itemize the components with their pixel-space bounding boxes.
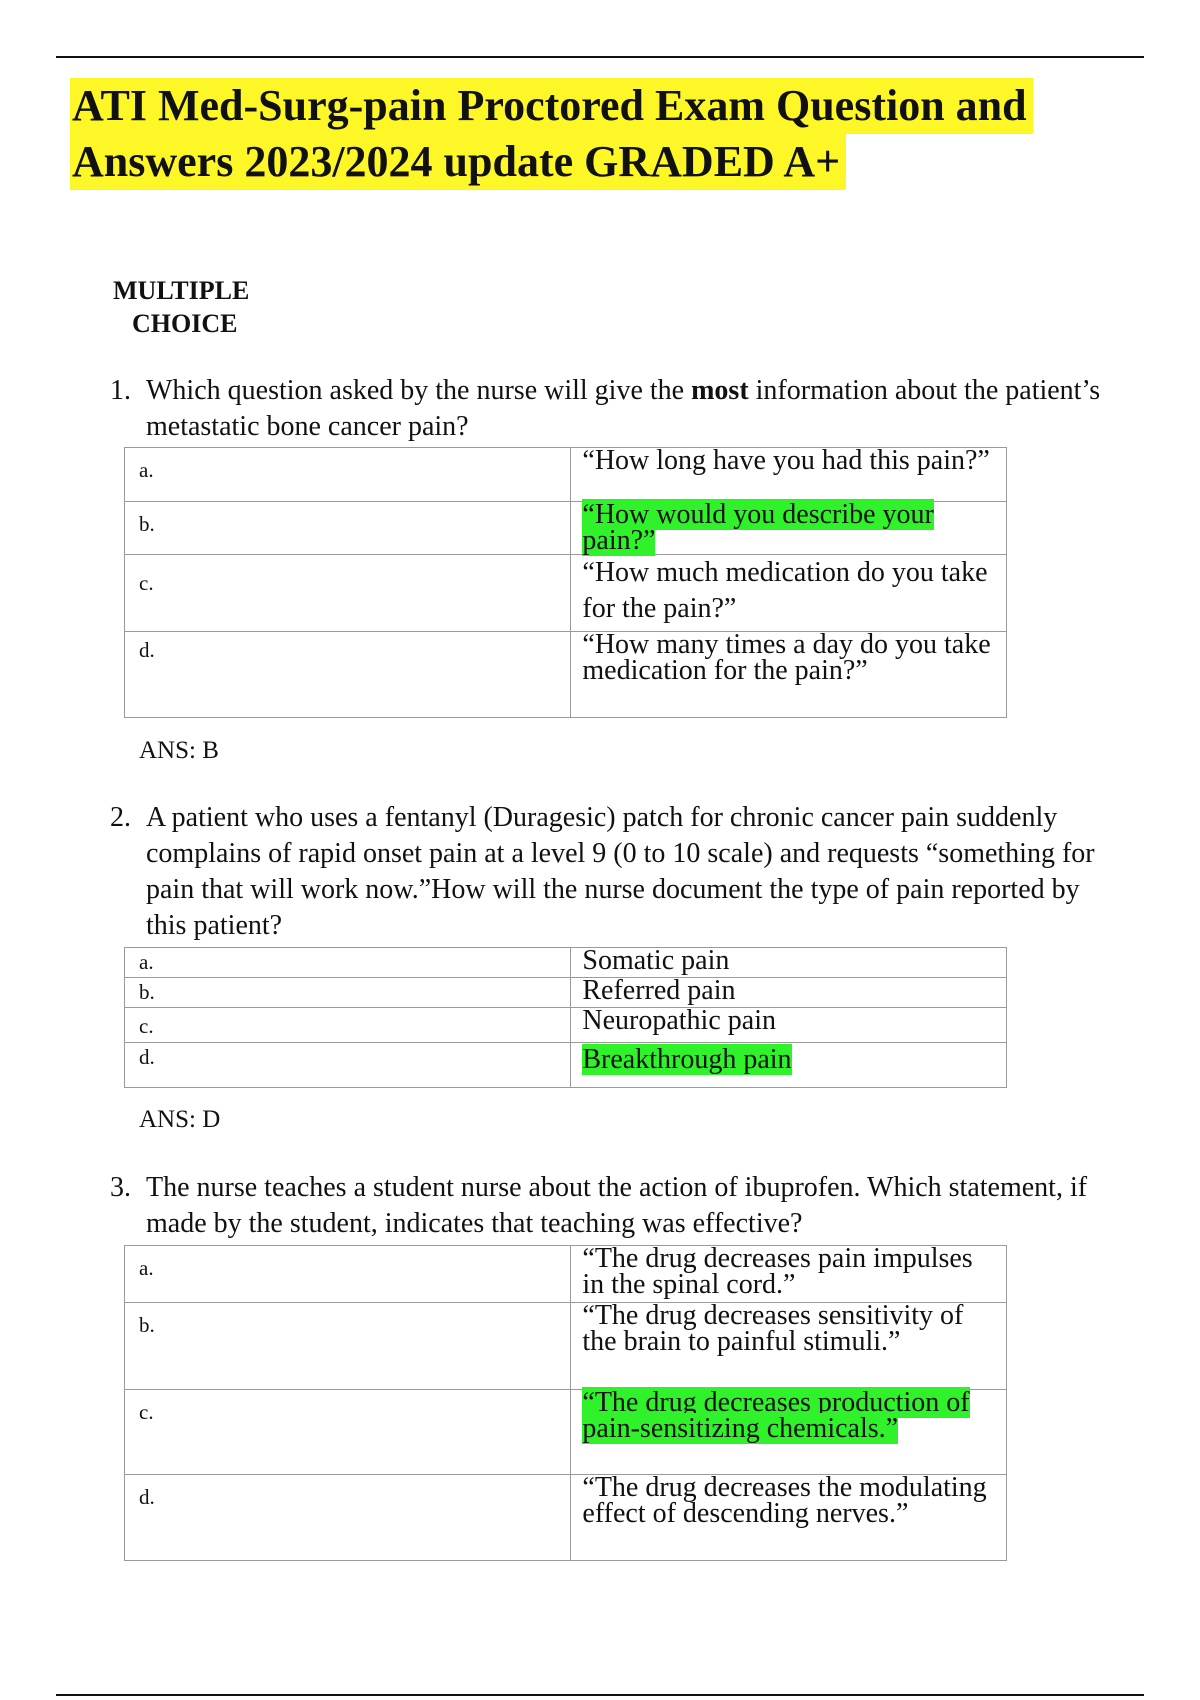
option-text: Somatic pain bbox=[571, 948, 1007, 978]
document-title bbox=[70, 78, 1150, 190]
question-text: Which question asked by the nurse will give the most information about the patient’s metastatic bone cancer pain? bbox=[146, 375, 1101, 442]
question-1 bbox=[110, 373, 1110, 445]
option-row bbox=[125, 1008, 1007, 1043]
option-text: “The drug decreases the modulating effect of descending nerves.” bbox=[571, 1475, 1007, 1561]
question-text: A patient who uses a fentanyl (Duragesic) patch for chronic cancer pain suddenly complains of rapid onset pain at a level 9 (0 to 10 scale) and requests “something for pain that will work now.”How will the nurse document the type of pain reported by this patient? bbox=[146, 802, 1095, 941]
option-row bbox=[125, 1303, 1007, 1390]
option-letter: c. bbox=[125, 555, 571, 632]
option-row bbox=[125, 632, 1007, 718]
option-letter: c. bbox=[125, 1390, 571, 1475]
question-number: 2. bbox=[110, 802, 131, 833]
option-row bbox=[125, 1475, 1007, 1561]
question-3 bbox=[110, 1170, 1110, 1242]
answer-key-q2: ANS: D bbox=[139, 1106, 221, 1133]
option-letter: a. bbox=[125, 948, 571, 978]
title-line-2: Answers 2023/2024 update GRADED A+ bbox=[70, 134, 846, 190]
option-text-correct bbox=[571, 1387, 1007, 1475]
option-letter: d. bbox=[125, 632, 571, 718]
option-row bbox=[125, 1390, 1007, 1475]
option-text: Referred pain bbox=[571, 978, 1007, 1008]
bottom-rule bbox=[56, 1694, 1144, 1696]
option-text: Neuropathic pain bbox=[571, 1008, 1007, 1043]
option-row bbox=[125, 978, 1007, 1008]
question-text: The nurse teaches a student nurse about the action of ibuprofen. Which statement, if made by the student, indicates that teaching was effective? bbox=[146, 1172, 1088, 1239]
correct-answer-highlight: Breakthrough pain bbox=[582, 1044, 792, 1075]
option-text: “The drug decreases pain impulses in the spinal cord.” bbox=[571, 1246, 1007, 1303]
option-letter: b. bbox=[125, 978, 571, 1008]
option-text: “The drug decreases sensitivity of the brain to painful stimuli.” bbox=[571, 1303, 1007, 1390]
option-letter: b. bbox=[125, 1303, 571, 1390]
section-heading bbox=[113, 274, 249, 340]
option-text-correct bbox=[571, 499, 1007, 556]
answer-key-q1: ANS: B bbox=[139, 737, 219, 764]
option-text-correct bbox=[571, 1043, 1007, 1088]
option-letter: c. bbox=[125, 1008, 571, 1043]
correct-answer-highlight: “How would you describe your pain?” bbox=[582, 499, 934, 556]
option-letter: a. bbox=[125, 1246, 571, 1303]
options-table-q3 bbox=[124, 1245, 1007, 1561]
options-table-q1 bbox=[124, 447, 1007, 718]
options-table-q2 bbox=[124, 947, 1007, 1088]
correct-answer-highlight: “The drug decreases production of pain-sensitizing chemicals.” bbox=[582, 1387, 970, 1444]
title-line-1: ATI Med-Surg-pain Proctored Exam Question and bbox=[70, 78, 1033, 134]
section-heading-line-2: CHOICE bbox=[132, 309, 238, 338]
top-rule bbox=[56, 56, 1144, 58]
emphasis-most: most bbox=[691, 375, 749, 406]
option-letter: d. bbox=[125, 1475, 571, 1561]
option-letter: a. bbox=[125, 448, 571, 502]
section-heading-line-1: MULTIPLE bbox=[113, 276, 250, 305]
option-row bbox=[125, 1043, 1007, 1088]
option-letter: d. bbox=[125, 1043, 571, 1088]
option-row bbox=[125, 502, 1007, 555]
option-text: “How many times a day do you take medication for the pain?” bbox=[571, 632, 1007, 718]
option-row bbox=[125, 1246, 1007, 1303]
option-row bbox=[125, 448, 1007, 502]
question-2 bbox=[110, 800, 1110, 944]
option-text: “How much medication do you take for the pain?” bbox=[571, 555, 1007, 632]
option-row bbox=[125, 555, 1007, 632]
option-text: “How long have you had this pain?” bbox=[571, 448, 1007, 502]
question-number: 3. bbox=[110, 1172, 131, 1203]
question-number: 1. bbox=[110, 375, 131, 406]
option-row bbox=[125, 948, 1007, 978]
option-letter: b. bbox=[125, 502, 571, 555]
